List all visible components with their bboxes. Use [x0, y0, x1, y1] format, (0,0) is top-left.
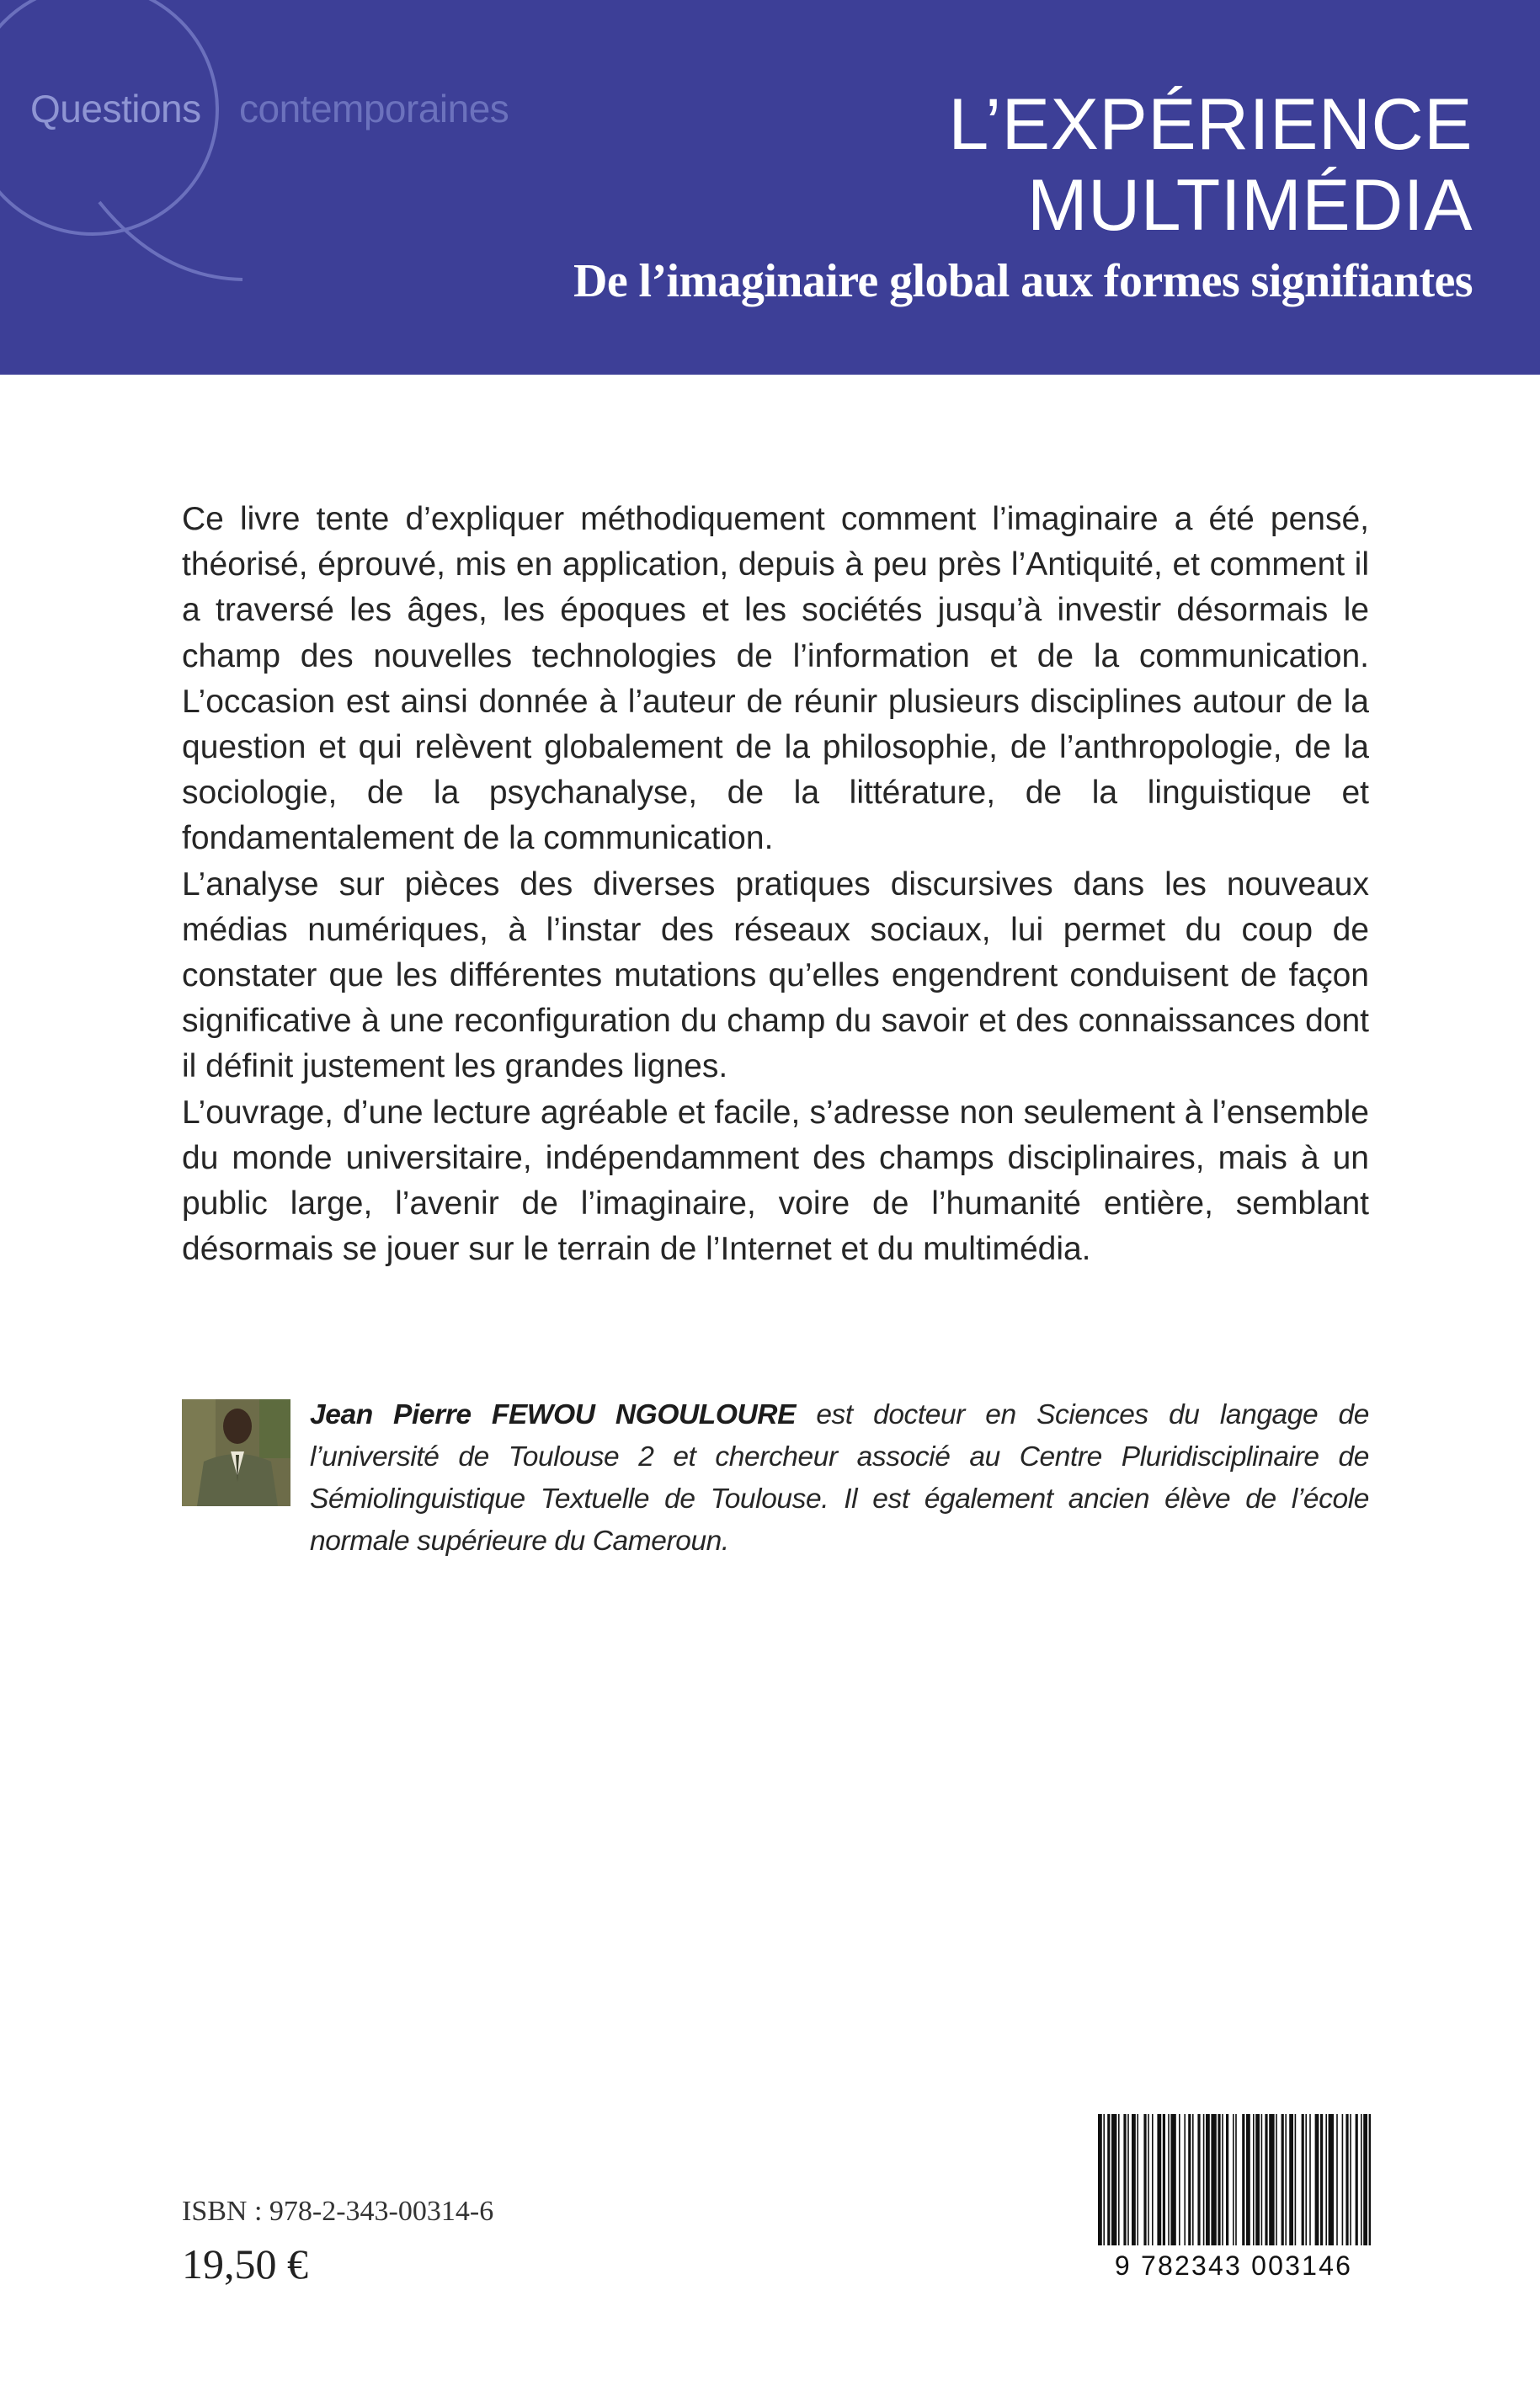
barcode-bar: [1242, 2114, 1244, 2245]
barcode-bar: [1132, 2114, 1136, 2245]
barcode-bar: [1261, 2114, 1263, 2245]
barcode-bar: [1320, 2114, 1323, 2245]
barcode-bar: [1226, 2114, 1228, 2245]
barcode-bar: [1222, 2114, 1223, 2245]
barcode-bar: [1350, 2114, 1351, 2245]
barcode-bar: [1184, 2114, 1186, 2245]
q-letter-icon: [0, 0, 253, 303]
barcode-bar: [1103, 2114, 1105, 2245]
barcode-bar: [1285, 2114, 1287, 2245]
barcode-bar: [1107, 2114, 1110, 2245]
barcode-bar: [1168, 2114, 1170, 2245]
barcode-bar: [1111, 2114, 1116, 2245]
barcode-bar: [1098, 2114, 1102, 2245]
barcode-bar: [1305, 2114, 1307, 2245]
barcode-bar: [1206, 2114, 1210, 2245]
barcode-bar: [1179, 2114, 1180, 2245]
barcode-bar: [1235, 2114, 1237, 2245]
barcode-bar: [1188, 2114, 1191, 2245]
blurb-paragraph: L’ouvrage, d’une lecture agréable et facile, s’adresse non seulement à l’ensemble du monde universitaire, indépendamment des champs disciplinaires, mais à un public large, l’avenir de l’imaginaire, voire de l’humanité entière, semblant désormais se jouer sur le terrain de l’Internet et du multimédia.: [182, 1094, 1369, 1268]
barcode-bar: [1282, 2114, 1284, 2245]
barcode-bar: [1157, 2114, 1161, 2245]
barcode-bar: [1118, 2114, 1120, 2245]
barcode-bar: [1329, 2114, 1334, 2245]
series-name-second-word: contemporaines: [239, 87, 509, 130]
barcode-bar: [1356, 2114, 1358, 2245]
author-photo: [182, 1399, 290, 1506]
author-name: Jean Pierre FEWOU NGOULOURE: [310, 1399, 797, 1430]
barcode-bar: [1143, 2114, 1146, 2245]
author-bio-text: est docteur en Sciences du langage de l’université de Toulouse 2 et chercheur associé au Centre Pluridisciplinaire de Sémiolinguistique Textuelle de Toulouse. Il est également ancien élève de l’école normale supérieure du Cameroun.: [310, 1399, 1369, 1557]
barcode-bar: [1346, 2114, 1348, 2245]
barcode-bar: [1265, 2114, 1267, 2245]
barcode-bar: [1148, 2114, 1149, 2245]
barcode-bar: [1246, 2114, 1250, 2245]
barcode-bar: [1269, 2114, 1274, 2245]
barcode-bar: [1361, 2114, 1362, 2245]
barcode-bar: [1203, 2114, 1205, 2245]
cover-header-band: [0, 0, 1540, 375]
barcode-bar: [1309, 2114, 1311, 2245]
barcode-bar: [1363, 2114, 1367, 2245]
book-title-line-2: MULTIMÉDIA: [1027, 165, 1473, 246]
barcode-bar: [1255, 2114, 1260, 2245]
barcode-bar: [1289, 2114, 1293, 2245]
barcode-bar: [1163, 2114, 1165, 2245]
barcode: [1096, 2114, 1371, 2287]
blurb-paragraph: Ce livre tente d’expliquer méthodiquement comment l’imaginaire a été pensé, théorisé, éprouvé, mis en application, depuis à peu près l’Antiquité, et comment il a traversé les âges, les époques et les sociétés jusqu’à investir désormais le champ des nouvelles technologies de l’information et de la communication. L’occasion est ainsi donnée à l’auteur de réunir plusieurs disciplines autour de la question et qui relèvent globalement de la philosophie, de l’anthropologie, de la sociologie, de la psychanalyse, de la littérature, de la linguistique et fondamentalement de la communication.: [182, 501, 1369, 857]
barcode-bar: [1137, 2114, 1138, 2245]
barcode-bar: [1276, 2114, 1277, 2245]
barcode-bar: [1211, 2114, 1216, 2245]
barcode-bar: [1197, 2114, 1200, 2245]
barcode-digits: 9 782343 003146: [1114, 2250, 1353, 2281]
barcode-bar: [1152, 2114, 1154, 2245]
barcode-bar: [1192, 2114, 1194, 2245]
barcode-bar: [1127, 2114, 1129, 2245]
isbn-label: ISBN : 978-2-343-00314-6: [182, 2196, 494, 2227]
book-subtitle: De l’imaginaire global aux formes signifiantes: [573, 255, 1473, 307]
barcode-bar: [1336, 2114, 1338, 2245]
author-portrait-icon: [182, 1399, 290, 1506]
barcode-bar: [1233, 2114, 1234, 2245]
barcode-bar: [1123, 2114, 1126, 2245]
series-name-first-word: Questions: [30, 87, 201, 130]
barcode-bar: [1170, 2114, 1175, 2245]
barcode-bar: [1369, 2114, 1371, 2245]
barcode-bars: [1096, 2114, 1371, 2249]
book-title-line-1: L’EXPÉRIENCE: [948, 84, 1473, 165]
barcode-bar: [1253, 2114, 1255, 2245]
author-bio: [310, 1394, 1369, 1563]
barcode-bar: [1295, 2114, 1297, 2245]
price-label: 19,50 €: [182, 2240, 308, 2287]
blurb-paragraph: L’analyse sur pièces des diverses pratiques discursives dans les nouveaux médias numériques, à l’instar des réseaux sociaux, lui permet du coup de constater que les différentes mutations qu’elles engendrent conduisent de façon significative à une reconfiguration du champ du savoir et des connaissances dont il définit justement les grandes lignes.: [182, 865, 1369, 1085]
barcode-bar: [1218, 2114, 1220, 2245]
barcode-bar: [1302, 2114, 1304, 2245]
barcode-bar: [1342, 2114, 1344, 2245]
barcode-bar: [1315, 2114, 1319, 2245]
barcode-bar: [1325, 2114, 1327, 2245]
back-cover-blurb: [182, 497, 1369, 1272]
book-title-block: [573, 84, 1473, 310]
